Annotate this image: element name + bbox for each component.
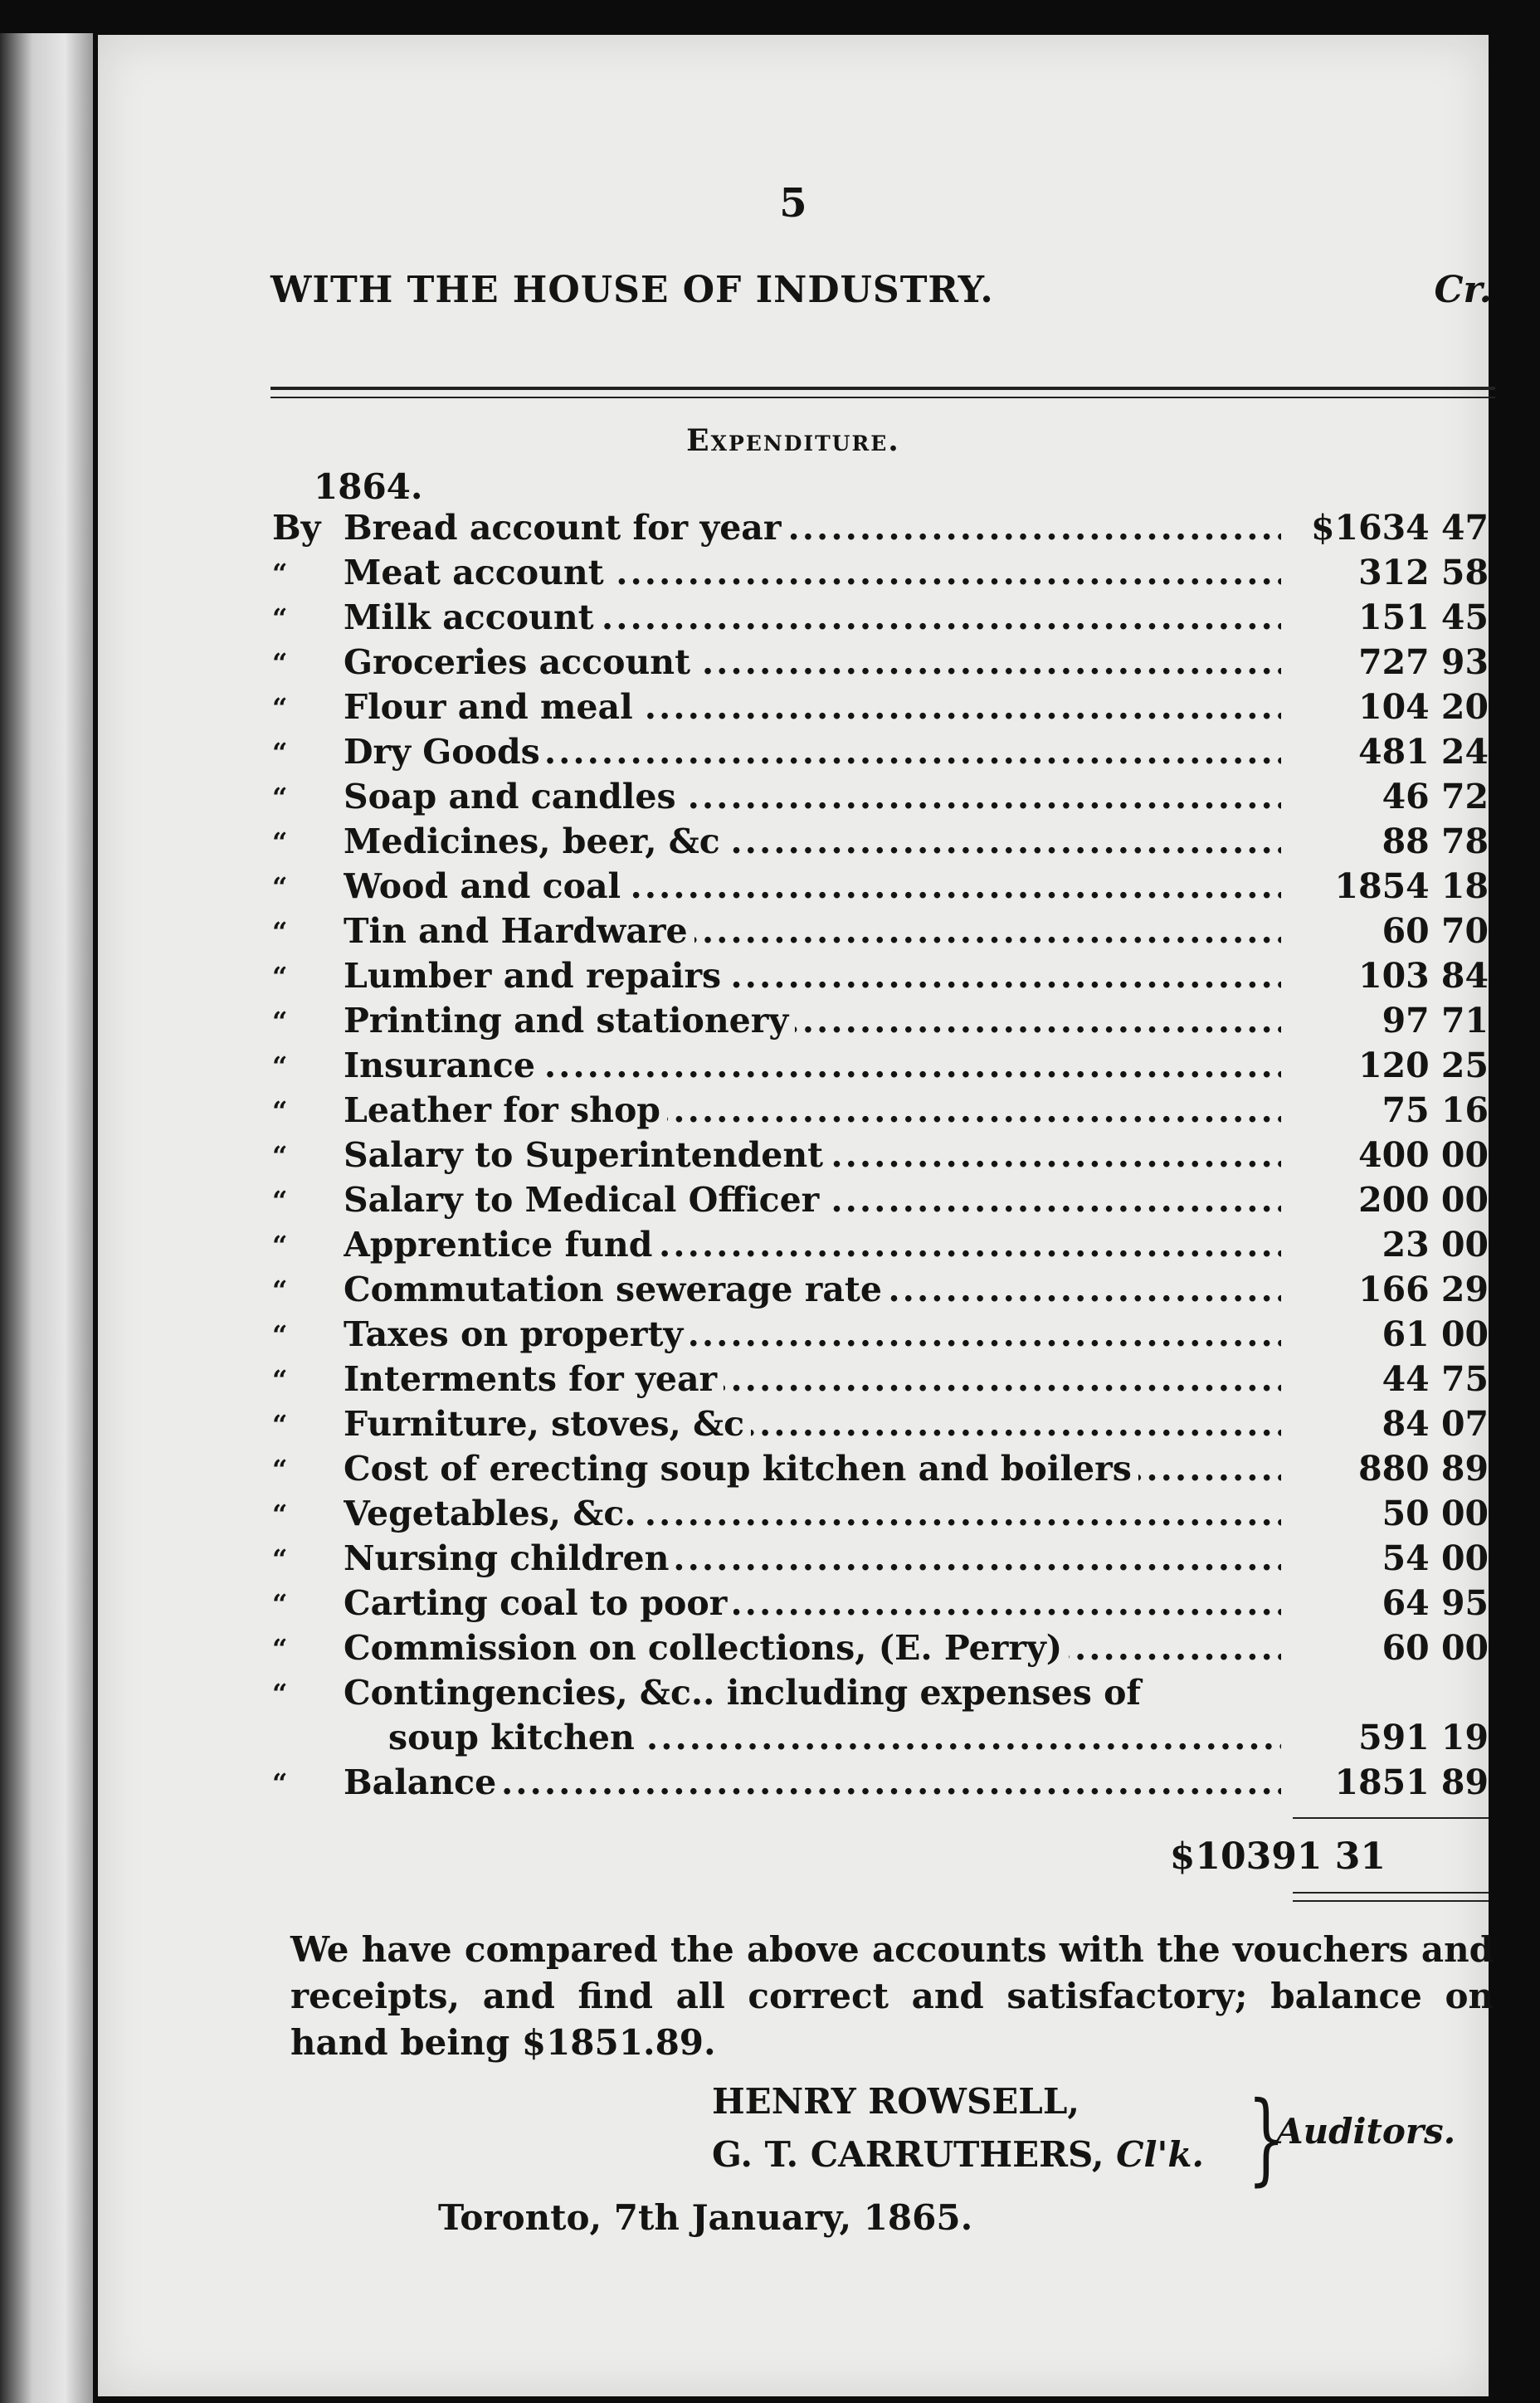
row-amount: 103 84	[1358, 956, 1489, 996]
row-label	[344, 1538, 1281, 1578]
expenditure-row	[272, 1177, 1489, 1221]
row-amount: $1634 47	[1311, 508, 1489, 548]
row-amount: 88 78	[1382, 821, 1489, 861]
row-amount: 120 25	[1358, 1046, 1489, 1085]
expenditure-row	[272, 1759, 1489, 1804]
row-prefix: “	[272, 602, 288, 634]
auditors-label: Auditors.	[1276, 2111, 1456, 2152]
year-label: 1864.	[314, 466, 423, 507]
row-prefix: “	[272, 961, 288, 992]
row-label	[344, 1090, 1281, 1130]
row-prefix: “	[272, 782, 288, 813]
expenditure-row	[272, 549, 1489, 594]
expenditure-row	[272, 1625, 1489, 1669]
row-prefix: “	[272, 826, 288, 858]
page-number: 5	[779, 180, 807, 227]
row-prefix: “	[272, 558, 288, 589]
row-label	[344, 1673, 1281, 1713]
row-amount: 84 07	[1382, 1404, 1489, 1444]
row-prefix: “	[272, 1633, 288, 1665]
row-prefix: “	[272, 1364, 288, 1396]
row-prefix: “	[272, 1588, 288, 1620]
row-prefix: “	[272, 1230, 288, 1261]
row-label	[344, 866, 1281, 906]
expenditure-row	[272, 1535, 1489, 1580]
row-label	[344, 1046, 1281, 1085]
row-label	[344, 956, 1281, 996]
row-label-text: Balance	[344, 1762, 503, 1802]
row-amount: 727 93	[1358, 642, 1489, 682]
row-label-text: Groceries account	[344, 642, 697, 682]
row-amount: 60 00	[1382, 1628, 1489, 1668]
row-prefix: “	[272, 1767, 288, 1799]
row-label	[388, 1718, 1281, 1757]
row-amount: 75 16	[1382, 1090, 1489, 1130]
row-label-text: Medicines, beer, &c	[344, 821, 727, 861]
row-label-text: Commutation sewerage rate	[344, 1270, 889, 1309]
row-amount: 151 45	[1358, 597, 1489, 637]
row-prefix: “	[272, 1678, 288, 1709]
row-label-text: Contingencies, &c.. including expenses of	[344, 1673, 1148, 1713]
row-label	[344, 687, 1281, 727]
row-label-text: Furniture, stoves, &c	[344, 1404, 751, 1444]
row-label	[344, 1583, 1281, 1623]
expenditure-table	[272, 504, 1489, 1804]
row-amount: 23 00	[1382, 1225, 1489, 1265]
row-amount: 50 00	[1382, 1494, 1489, 1533]
expenditure-row	[272, 1714, 1489, 1759]
document-page	[98, 35, 1494, 2396]
sum-rule	[1293, 1817, 1489, 1819]
row-amount: 312 58	[1358, 553, 1489, 592]
row-label	[344, 732, 1281, 772]
row-label	[344, 821, 1281, 861]
expenditure-row	[272, 1445, 1489, 1490]
row-prefix: “	[272, 1275, 288, 1306]
row-label	[344, 1314, 1281, 1354]
row-label-text: Leather for shop	[344, 1090, 667, 1130]
row-amount: 1854 18	[1334, 866, 1489, 906]
row-amount: 481 24	[1358, 732, 1489, 772]
expenditure-row	[272, 1669, 1489, 1714]
auditors-statement: We have compared the above accounts with the vouchers and receipts, and find all correct and satisfactory; balance on hand being $1851.89.	[290, 1929, 1494, 2063]
expenditure-row	[272, 1042, 1489, 1087]
row-label-text: Commission on collections, (E. Perry)	[344, 1628, 1069, 1668]
row-prefix: “	[272, 1454, 288, 1485]
section-title: Expenditure.	[686, 423, 900, 458]
row-label	[344, 1404, 1281, 1444]
row-label-text: Nursing children	[344, 1538, 675, 1578]
row-label-text: Printing and stationery	[344, 1001, 795, 1041]
row-label-text: Carting coal to poor	[344, 1583, 733, 1623]
row-amount: 1851 89	[1334, 1762, 1489, 1802]
expenditure-row	[272, 1490, 1489, 1535]
total-double-rule-bottom	[1293, 1900, 1489, 1902]
expenditure-row	[272, 1580, 1489, 1625]
row-label	[344, 1001, 1281, 1041]
expenditure-row	[272, 594, 1489, 639]
row-label	[344, 1225, 1281, 1265]
row-label-text: Tin and Hardware	[344, 911, 694, 951]
row-label-text: Apprentice fund	[344, 1225, 659, 1265]
place-date: Toronto, 7th January, 1865.	[438, 2197, 973, 2238]
row-amount: 97 71	[1382, 1001, 1489, 1041]
row-label	[344, 1449, 1281, 1489]
page-header	[270, 269, 1492, 327]
expenditure-row	[272, 1221, 1489, 1266]
expenditure-row	[272, 1311, 1489, 1356]
expenditure-row	[272, 1087, 1489, 1132]
auditor-name-2-suffix: Cl'k.	[1116, 2134, 1205, 2175]
expenditure-row	[272, 908, 1489, 953]
row-label	[344, 777, 1281, 816]
row-label	[344, 1762, 1281, 1802]
row-prefix: “	[272, 1409, 288, 1440]
row-amount: 400 00	[1358, 1135, 1489, 1175]
row-label	[344, 597, 1281, 637]
header-title: WITH THE HOUSE OF INDUSTRY.	[270, 269, 994, 311]
expenditure-row	[272, 997, 1489, 1042]
total-double-rule-top	[1293, 1892, 1489, 1894]
row-label-text: Wood and coal	[344, 866, 627, 906]
row-amount: 46 72	[1382, 777, 1489, 816]
row-amount: 880 89	[1358, 1449, 1489, 1489]
row-label-text: Flour and meal	[344, 687, 640, 727]
row-label-text: Salary to Medical Officer	[344, 1180, 826, 1220]
row-label-text: Meat account	[344, 553, 611, 592]
expenditure-row	[272, 818, 1489, 863]
expenditure-row	[272, 1356, 1489, 1401]
row-label	[344, 1494, 1281, 1533]
row-prefix: “	[272, 1543, 288, 1575]
row-label	[344, 1270, 1281, 1309]
row-prefix: “	[272, 871, 288, 903]
row-label-text: Cost of erecting soup kitchen and boilers	[344, 1449, 1138, 1489]
row-prefix: “	[272, 647, 288, 679]
row-label	[344, 553, 1281, 592]
header-rule-thick	[270, 387, 1495, 390]
row-amount: 61 00	[1382, 1314, 1489, 1354]
row-label-text: Bread account for year	[344, 508, 787, 548]
expenditure-row	[272, 1132, 1489, 1177]
row-label-text: Salary to Superintendent	[344, 1135, 830, 1175]
row-label	[344, 1180, 1281, 1220]
expenditure-row	[272, 1401, 1489, 1445]
row-label-text: Taxes on property	[344, 1314, 690, 1354]
row-amount: 104 20	[1358, 687, 1489, 727]
auditor-name-2	[712, 2134, 1204, 2175]
row-label	[344, 642, 1281, 682]
row-prefix: “	[272, 737, 288, 768]
row-prefix: “	[272, 1499, 288, 1530]
row-prefix: “	[272, 1140, 288, 1172]
row-prefix: “	[272, 916, 288, 948]
row-amount: 200 00	[1358, 1180, 1489, 1220]
row-label-text: Dry Goods	[344, 732, 547, 772]
expenditure-row	[272, 684, 1489, 729]
expenditure-row	[272, 729, 1489, 773]
auditor-name-2-text: G. T. CARRUTHERS,	[712, 2134, 1104, 2175]
row-prefix: “	[272, 692, 288, 724]
row-amount: 60 70	[1382, 911, 1489, 951]
row-amount: 44 75	[1382, 1359, 1489, 1399]
auditor-name-1: HENRY ROWSELL,	[712, 2081, 1079, 2122]
row-prefix: “	[272, 1006, 288, 1037]
row-prefix: “	[272, 1095, 288, 1127]
row-label	[344, 1135, 1281, 1175]
total-amount: $10391 31	[1169, 1835, 1386, 1878]
expenditure-row	[272, 639, 1489, 684]
row-amount: 591 19	[1358, 1718, 1489, 1757]
row-prefix: “	[272, 1185, 288, 1216]
expenditure-row	[272, 773, 1489, 818]
row-amount: 54 00	[1382, 1538, 1489, 1578]
row-label-text: Vegetables, &c.	[344, 1494, 643, 1533]
row-label-text: Lumber and repairs	[344, 956, 728, 996]
row-prefix: “	[272, 1319, 288, 1351]
row-label	[344, 1628, 1281, 1668]
row-label	[344, 911, 1281, 951]
row-label	[344, 1359, 1281, 1399]
expenditure-row	[272, 504, 1489, 549]
adjacent-page-edge	[0, 33, 93, 2403]
header-credit-label: Cr.	[1434, 269, 1492, 311]
row-label-text: Interments for year	[344, 1359, 724, 1399]
row-prefix: By	[272, 508, 321, 548]
auditors-brace: }	[1247, 2081, 1286, 2196]
header-rule-thin	[270, 397, 1495, 398]
row-label-text: Milk account	[344, 597, 601, 637]
row-amount: 64 95	[1382, 1583, 1489, 1623]
expenditure-row	[272, 953, 1489, 997]
row-label	[344, 508, 1281, 548]
row-label-text: Soap and candles	[344, 777, 683, 816]
row-label-text: Insurance	[344, 1046, 542, 1085]
row-label-text: soup kitchen	[388, 1718, 641, 1757]
row-prefix: “	[272, 1050, 288, 1082]
expenditure-row	[272, 863, 1489, 908]
expenditure-row	[272, 1266, 1489, 1311]
row-amount: 166 29	[1358, 1270, 1489, 1309]
